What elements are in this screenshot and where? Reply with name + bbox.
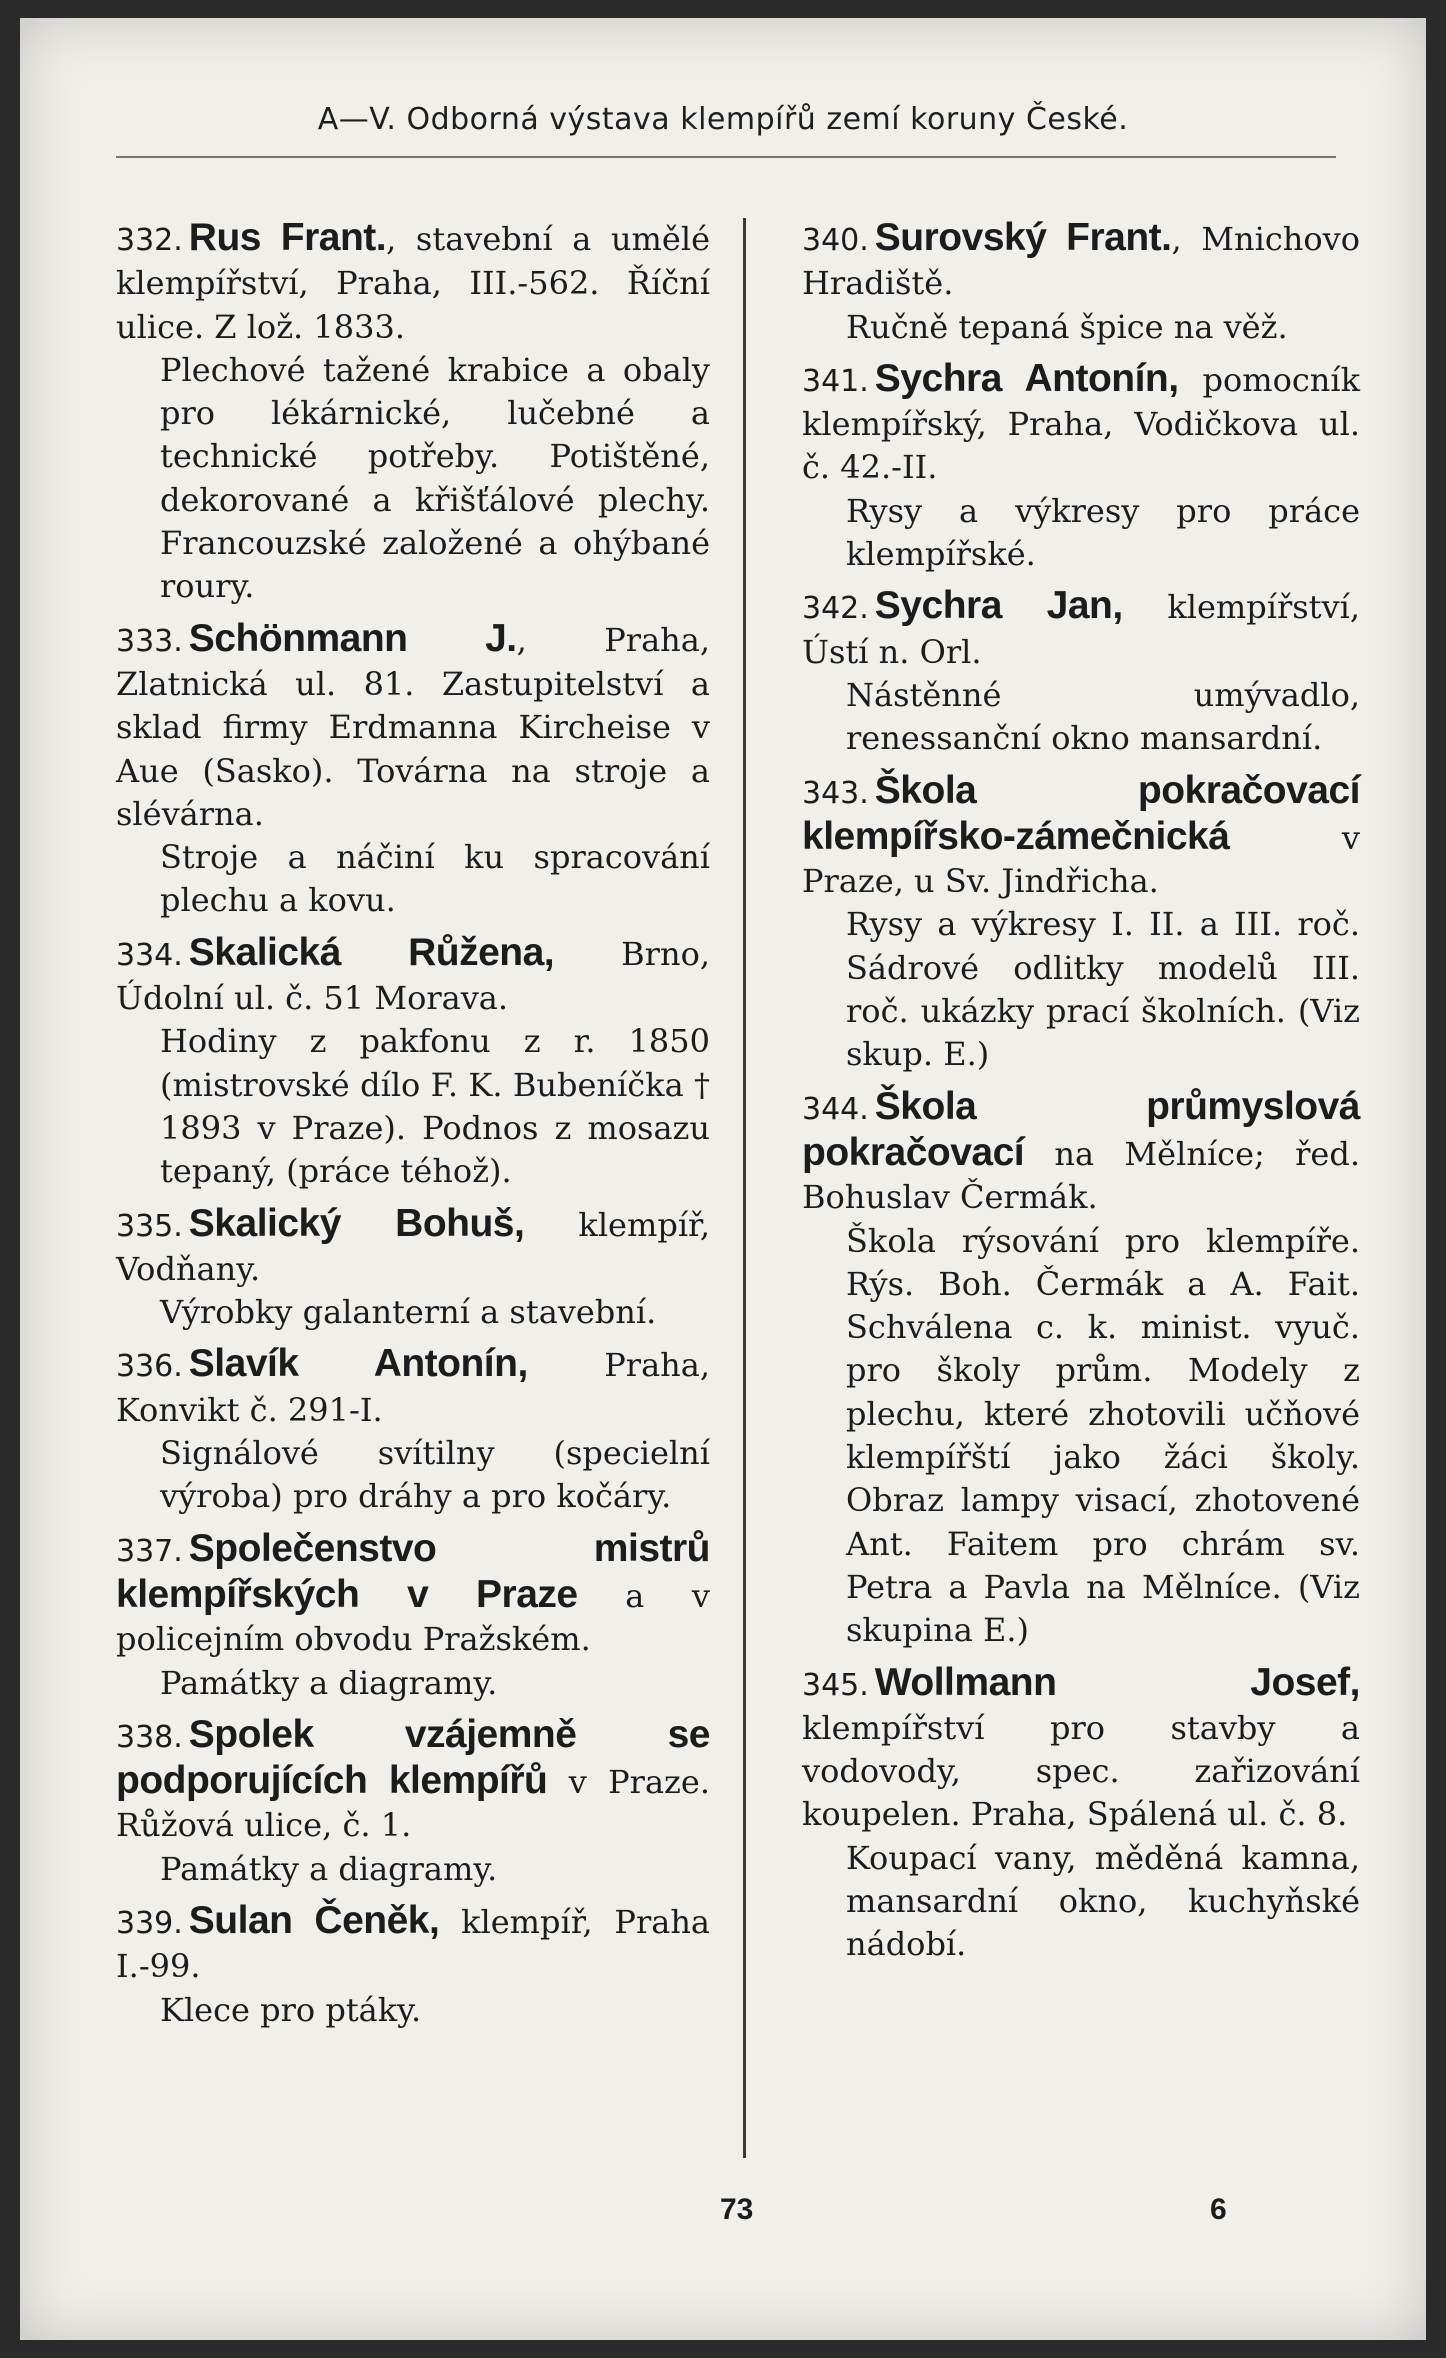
- catalog-entry: [116, 931, 710, 1194]
- exhibitor-name: Škola průmyslová pokračovací: [802, 1084, 1360, 1174]
- entry-number: 333.: [116, 623, 183, 659]
- exhibit-description: Koupací vany, měděná kamna, mansardní okno, kuchyňské nádobí.: [846, 1838, 1360, 1964]
- header-rule: [116, 156, 1336, 158]
- exhibitor-address: pomocník klempířský, Praha, Vodičkova ul. č. 42.-II.: [802, 360, 1360, 487]
- exhibitor-address: , Praha, Zlatnická ul. 81. Zastupitelství a sklad firmy Erdmanna Kircheise v Aue (Sasko). Továrna na stroje a slévárna.: [116, 620, 711, 833]
- exhibitor-address: Praha, Konvikt č. 291-I.: [116, 1346, 710, 1429]
- exhibitor-name: Skalická Růžena,: [188, 930, 555, 974]
- page-header: A—V. Odborná výstava klempířů zemí koruny České.: [317, 102, 1129, 137]
- exhibit-description: Ručně tepaná špice na věž.: [846, 307, 1288, 346]
- entry-heading: [116, 1713, 710, 1848]
- exhibitor-address: na Mělníce; řed. Bohuslav Čermák.: [802, 1134, 1360, 1217]
- catalog-entry: [116, 617, 710, 923]
- entry-heading: [802, 1661, 1360, 1837]
- exhibit-description: Signálové svítilny (specielní výroba) pro dráhy a pro kočáry.: [160, 1434, 710, 1516]
- entry-heading: [116, 617, 710, 836]
- exhibitor-address: , Mnichovo Hradiště.: [802, 220, 1360, 303]
- entry-heading: [802, 1085, 1360, 1220]
- exhibitor-address: , stavební a umělé klempířství, Praha, III.-562. Říční ulice. Z lož. 1833.: [116, 220, 710, 346]
- entry-heading: [802, 216, 1360, 306]
- document-page: [20, 18, 1426, 2340]
- entry-heading: [116, 216, 710, 349]
- exhibitor-name: Sychra Antonín,: [874, 356, 1179, 400]
- catalog-entry: [802, 1661, 1360, 1967]
- catalog-entry: [116, 1527, 710, 1705]
- catalog-entry: [802, 216, 1360, 349]
- page-number: 73: [720, 2193, 754, 2226]
- exhibitor-name: Schönmann J.: [188, 616, 517, 660]
- exhibitor-name: Slavík Antonín,: [188, 1342, 528, 1386]
- exhibitor-address: klempířství pro stavby a vodovody, spec. zařizování koupelen. Praha, Spálená ul. č. 8.: [802, 1708, 1360, 1834]
- exhibitor-address: klempíř, Vodňany.: [116, 1205, 710, 1288]
- catalog-entry: [116, 1713, 710, 1891]
- catalog-entry: [802, 584, 1360, 760]
- entry-number: 337.: [116, 1533, 183, 1569]
- exhibit-description: Hodiny z pakfonu z r. 1850 (mistrovské dílo F. K. Bubeníčka † 1893 v Praze). Podnos z mosazu tepaný, (práce téhož).: [160, 1022, 710, 1191]
- entry-number: 334.: [116, 937, 183, 973]
- entry-number: 336.: [116, 1349, 183, 1385]
- catalog-entry: [116, 216, 710, 609]
- entry-number: 338.: [116, 1719, 183, 1755]
- right-column: [802, 216, 1360, 1975]
- entry-heading: [116, 931, 710, 1021]
- column-divider: [743, 218, 746, 2158]
- catalog-entry: [802, 1085, 1360, 1653]
- entry-number: 343.: [802, 775, 869, 811]
- entry-heading: [116, 1342, 710, 1432]
- entry-heading: [802, 769, 1360, 904]
- entry-number: 332.: [116, 223, 183, 258]
- exhibitor-name: Wollmann Josef,: [874, 1660, 1360, 1704]
- entry-heading: [116, 1527, 710, 1662]
- signature-mark: 6: [1210, 2193, 1227, 2226]
- exhibit-description: Památky a diagramy.: [160, 1663, 498, 1702]
- exhibitor-address: v Praze. Růžová ulice, č. 1.: [116, 1763, 710, 1845]
- exhibitor-name: Sulan Čeněk,: [188, 1898, 440, 1942]
- catalog-entry: [116, 1202, 710, 1335]
- exhibitor-name: Společenstvo mistrů klempířských v Praze: [116, 1526, 710, 1616]
- exhibit-description: Památky a diagramy.: [160, 1849, 498, 1888]
- exhibit-description: Klece pro ptáky.: [160, 1990, 422, 2029]
- entry-number: 344.: [802, 1091, 869, 1127]
- catalog-entry: [802, 357, 1360, 576]
- entry-number: 339.: [116, 1905, 183, 1941]
- exhibitor-address: v Praze, u Sv. Jindřicha.: [802, 818, 1360, 901]
- catalog-entry: [116, 1342, 710, 1518]
- exhibit-description: Rysy a výkresy I. II. a III. roč. Sádrové odlitky modelů III. roč. ukázky prací školních. (Viz skup. E.): [846, 905, 1360, 1074]
- entry-number: 345.: [802, 1667, 869, 1703]
- exhibitor-address: klempíř, Praha I.-99.: [116, 1902, 711, 1986]
- entry-heading: [802, 584, 1360, 674]
- exhibit-description: Nástěnné umývadlo, renessanční okno mansardní.: [846, 675, 1360, 758]
- entry-heading: [116, 1202, 710, 1292]
- exhibitor-name: Škola pokračovací klempířsko-zámečnická: [802, 768, 1360, 858]
- exhibitor-address: Brno, Údolní ul. č. 51 Morava.: [116, 934, 711, 1018]
- exhibit-description: Rysy a výkresy pro práce klempířské.: [846, 491, 1360, 574]
- entry-heading: [802, 357, 1360, 490]
- catalog-entry: [802, 769, 1360, 1077]
- entry-number: 342.: [802, 591, 869, 627]
- entry-number: 340.: [802, 223, 869, 258]
- entry-number: 335.: [116, 1208, 183, 1244]
- exhibitor-address: klempířství, Ústí n. Orl.: [802, 588, 1360, 671]
- exhibitor-name: Skalický Bohuš,: [188, 1201, 525, 1245]
- exhibitor-name: Rus Frant.: [188, 216, 387, 259]
- exhibit-description: Stroje a náčiní ku spracování plechu a kovu.: [160, 838, 710, 920]
- exhibit-description: Výrobky galanterní a stavební.: [160, 1293, 657, 1332]
- exhibitor-address: a v policejním obvodu Pražském.: [116, 1576, 710, 1659]
- exhibitor-name: Spolek vzájemně se podporujících klempířů: [116, 1712, 710, 1803]
- catalog-entry: [116, 1899, 710, 2032]
- left-column: [116, 216, 710, 2040]
- exhibit-description: Plechové tažené krabice a obaly pro lékárnické, lučebné a technické potřeby. Potištěné, dekorované a křišťálové plechy. Francouzské založené a ohýbané roury.: [160, 350, 710, 606]
- entry-heading: [116, 1899, 710, 1989]
- exhibit-description: Škola rýsování pro klempíře. Rýs. Boh. Čermák a A. Fait. Schválena c. k. minist. vyuč. pro školy prům. Modely z plechu, které zhotovili učňové klempířští jako žáci školy. Obraz lampy visací, zhotovené Ant. Faitem pro chrám sv. Petra a Pavla na Mělníce. (Viz skupina E.): [846, 1221, 1360, 1650]
- exhibitor-name: Surovský Frant.: [874, 216, 1172, 259]
- entry-number: 341.: [802, 363, 869, 399]
- exhibitor-name: Sychra Jan,: [874, 584, 1123, 628]
